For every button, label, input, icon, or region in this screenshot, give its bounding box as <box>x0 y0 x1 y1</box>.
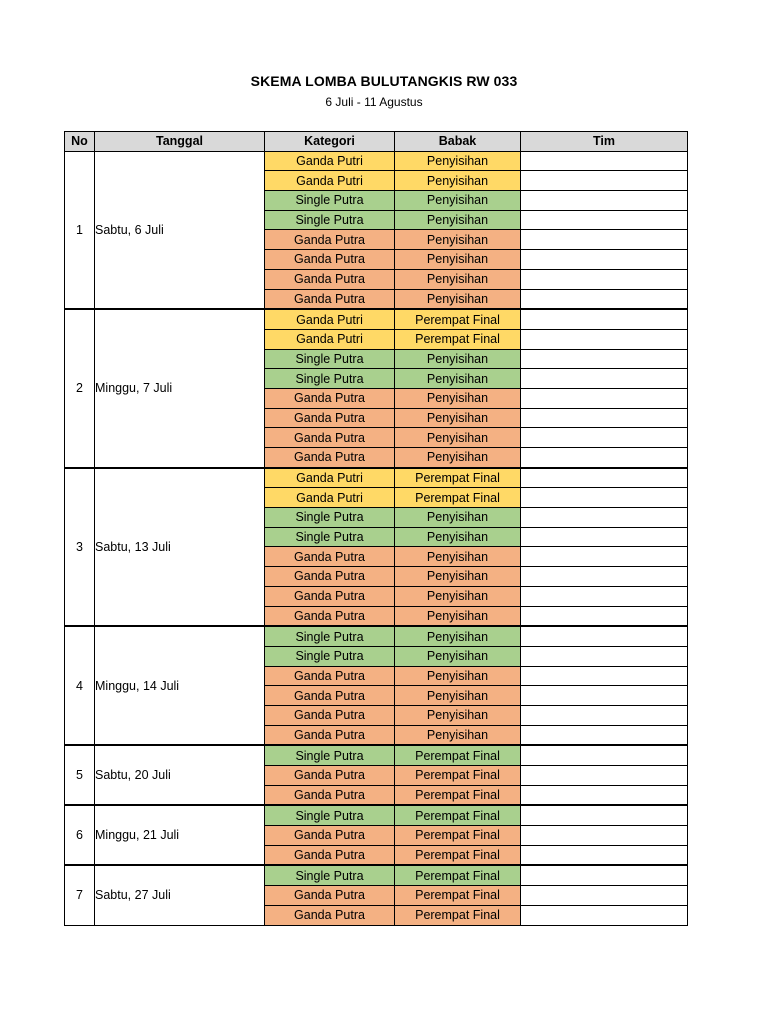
kategori-cell: Single Putra <box>265 527 395 547</box>
babak-cell: Perempat Final <box>395 488 521 508</box>
babak-cell: Penyisihan <box>395 567 521 587</box>
babak-cell: Perempat Final <box>395 785 521 805</box>
tim-cell <box>521 508 688 528</box>
kategori-cell: Ganda Putra <box>265 250 395 270</box>
kategori-cell: Ganda Putri <box>265 468 395 488</box>
kategori-cell: Single Putra <box>265 508 395 528</box>
tim-cell <box>521 250 688 270</box>
match-date: Sabtu, 13 Juli <box>95 468 265 627</box>
kategori-cell: Ganda Putra <box>265 705 395 725</box>
babak-cell: Penyisihan <box>395 151 521 171</box>
babak-cell: Penyisihan <box>395 230 521 250</box>
tim-cell <box>521 230 688 250</box>
tim-cell <box>521 329 688 349</box>
tim-cell <box>521 826 688 846</box>
tim-cell <box>521 547 688 567</box>
header-tim: Tim <box>521 132 688 152</box>
tim-cell <box>521 269 688 289</box>
day-number: 7 <box>65 865 95 925</box>
schedule-body <box>65 151 688 925</box>
header-tanggal: Tanggal <box>95 132 265 152</box>
day-number: 1 <box>65 151 95 309</box>
tim-cell <box>521 725 688 745</box>
babak-cell: Perempat Final <box>395 329 521 349</box>
header-kategori: Kategori <box>265 132 395 152</box>
table-row <box>65 805 688 825</box>
header-no: No <box>65 132 95 152</box>
document-title: SKEMA LOMBA BULUTANGKIS RW 033 <box>250 73 518 89</box>
tim-cell <box>521 606 688 626</box>
kategori-cell: Ganda Putra <box>265 408 395 428</box>
kategori-cell: Ganda Putri <box>265 151 395 171</box>
kategori-cell: Single Putra <box>265 369 395 389</box>
tim-cell <box>521 488 688 508</box>
tim-cell <box>521 567 688 587</box>
kategori-cell: Single Putra <box>265 865 395 885</box>
table-row <box>65 151 688 171</box>
babak-cell: Perempat Final <box>395 309 521 329</box>
babak-cell: Penyisihan <box>395 646 521 666</box>
tim-cell <box>521 766 688 786</box>
tim-cell <box>521 289 688 309</box>
tim-cell <box>521 626 688 646</box>
kategori-cell: Single Putra <box>265 805 395 825</box>
tim-cell <box>521 527 688 547</box>
babak-cell: Perempat Final <box>395 886 521 906</box>
kategori-cell: Ganda Putri <box>265 329 395 349</box>
kategori-cell: Ganda Putra <box>265 845 395 865</box>
match-date: Minggu, 7 Juli <box>95 309 265 468</box>
babak-cell: Penyisihan <box>395 606 521 626</box>
kategori-cell: Ganda Putra <box>265 289 395 309</box>
kategori-cell: Ganda Putra <box>265 269 395 289</box>
babak-cell: Perempat Final <box>395 826 521 846</box>
kategori-cell: Ganda Putra <box>265 785 395 805</box>
kategori-cell: Single Putra <box>265 191 395 211</box>
babak-cell: Penyisihan <box>395 349 521 369</box>
kategori-cell: Ganda Putra <box>265 606 395 626</box>
tim-cell <box>521 705 688 725</box>
kategori-cell: Ganda Putra <box>265 448 395 468</box>
kategori-cell: Ganda Putra <box>265 725 395 745</box>
tim-cell <box>521 905 688 925</box>
header-row <box>65 132 688 152</box>
kategori-cell: Ganda Putra <box>265 886 395 906</box>
tim-cell <box>521 845 688 865</box>
babak-cell: Penyisihan <box>395 686 521 706</box>
match-date: Minggu, 14 Juli <box>95 626 265 745</box>
babak-cell: Penyisihan <box>395 269 521 289</box>
tim-cell <box>521 171 688 191</box>
day-number: 6 <box>65 805 95 865</box>
day-number: 5 <box>65 745 95 805</box>
babak-cell: Penyisihan <box>395 626 521 646</box>
tim-cell <box>521 686 688 706</box>
babak-cell: Penyisihan <box>395 210 521 230</box>
babak-cell: Penyisihan <box>395 586 521 606</box>
babak-cell: Perempat Final <box>395 468 521 488</box>
babak-cell: Penyisihan <box>395 527 521 547</box>
tim-cell <box>521 428 688 448</box>
babak-cell: Penyisihan <box>395 289 521 309</box>
tim-cell <box>521 210 688 230</box>
tim-cell <box>521 468 688 488</box>
day-number: 3 <box>65 468 95 627</box>
kategori-cell: Ganda Putra <box>265 686 395 706</box>
tim-cell <box>521 369 688 389</box>
tim-cell <box>521 886 688 906</box>
kategori-cell: Ganda Putra <box>265 666 395 686</box>
babak-cell: Penyisihan <box>395 666 521 686</box>
kategori-cell: Single Putra <box>265 349 395 369</box>
babak-cell: Perempat Final <box>395 766 521 786</box>
tim-cell <box>521 309 688 329</box>
kategori-cell: Ganda Putra <box>265 547 395 567</box>
tim-cell <box>521 586 688 606</box>
kategori-cell: Ganda Putra <box>265 766 395 786</box>
header-babak: Babak <box>395 132 521 152</box>
tim-cell <box>521 646 688 666</box>
table-row <box>65 865 688 885</box>
babak-cell: Penyisihan <box>395 448 521 468</box>
babak-cell: Penyisihan <box>395 508 521 528</box>
tim-cell <box>521 408 688 428</box>
tim-cell <box>521 745 688 765</box>
babak-cell: Perempat Final <box>395 845 521 865</box>
babak-cell: Penyisihan <box>395 428 521 448</box>
babak-cell: Perempat Final <box>395 745 521 765</box>
kategori-cell: Ganda Putri <box>265 488 395 508</box>
day-number: 2 <box>65 309 95 468</box>
kategori-cell: Ganda Putra <box>265 230 395 250</box>
match-date: Sabtu, 20 Juli <box>95 745 265 805</box>
babak-cell: Penyisihan <box>395 725 521 745</box>
tim-cell <box>521 151 688 171</box>
babak-cell: Penyisihan <box>395 369 521 389</box>
babak-cell: Perempat Final <box>395 905 521 925</box>
babak-cell: Penyisihan <box>395 388 521 408</box>
kategori-cell: Single Putra <box>265 745 395 765</box>
babak-cell: Penyisihan <box>395 705 521 725</box>
tim-cell <box>521 805 688 825</box>
match-date: Sabtu, 27 Juli <box>95 865 265 925</box>
babak-cell: Penyisihan <box>395 191 521 211</box>
kategori-cell: Single Putra <box>265 210 395 230</box>
kategori-cell: Ganda Putra <box>265 388 395 408</box>
match-date: Minggu, 21 Juli <box>95 805 265 865</box>
tim-cell <box>521 388 688 408</box>
kategori-cell: Single Putra <box>265 646 395 666</box>
document-subtitle: 6 Juli - 11 Agustus <box>325 95 423 109</box>
day-number: 4 <box>65 626 95 745</box>
babak-cell: Penyisihan <box>395 408 521 428</box>
table-row <box>65 309 688 329</box>
babak-cell: Penyisihan <box>395 250 521 270</box>
kategori-cell: Ganda Putra <box>265 905 395 925</box>
babak-cell: Perempat Final <box>395 865 521 885</box>
schedule-table <box>64 131 688 926</box>
babak-cell: Perempat Final <box>395 805 521 825</box>
table-row <box>65 745 688 765</box>
tim-cell <box>521 865 688 885</box>
kategori-cell: Ganda Putra <box>265 826 395 846</box>
kategori-cell: Ganda Putra <box>265 428 395 448</box>
tim-cell <box>521 785 688 805</box>
kategori-cell: Single Putra <box>265 626 395 646</box>
kategori-cell: Ganda Putri <box>265 171 395 191</box>
table-row <box>65 626 688 646</box>
babak-cell: Penyisihan <box>395 171 521 191</box>
babak-cell: Penyisihan <box>395 547 521 567</box>
tim-cell <box>521 666 688 686</box>
kategori-cell: Ganda Putra <box>265 586 395 606</box>
tim-cell <box>521 191 688 211</box>
match-date: Sabtu, 6 Juli <box>95 151 265 309</box>
kategori-cell: Ganda Putra <box>265 567 395 587</box>
table-row <box>65 468 688 488</box>
kategori-cell: Ganda Putri <box>265 309 395 329</box>
tim-cell <box>521 448 688 468</box>
tim-cell <box>521 349 688 369</box>
